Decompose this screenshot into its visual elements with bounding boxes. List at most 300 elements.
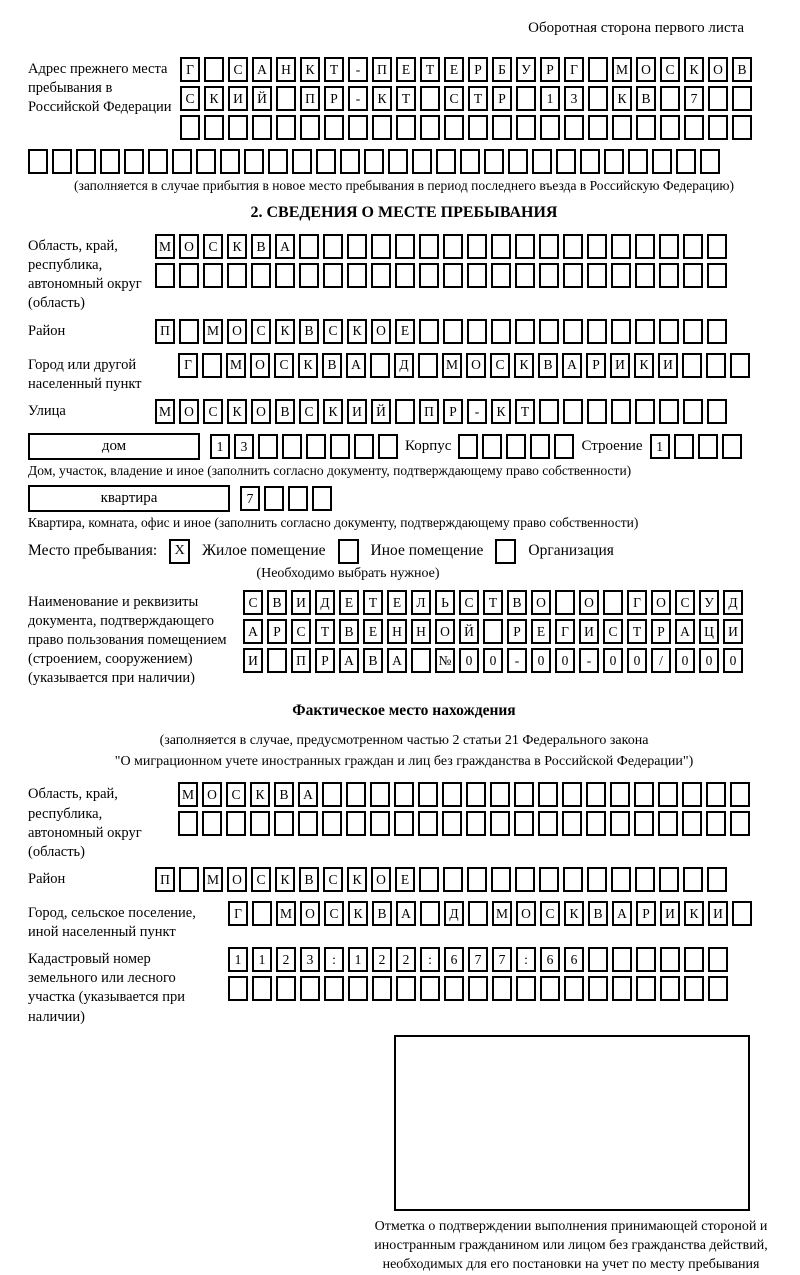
char-cell: К — [227, 399, 247, 424]
char-cell: К — [491, 399, 511, 424]
cadastre-rows — [228, 947, 780, 1027]
char-cell: Г — [564, 57, 584, 82]
char-cell: 6 — [540, 947, 560, 972]
char-cell — [268, 149, 288, 174]
char-cell: К — [227, 234, 247, 259]
char-cell — [659, 867, 679, 892]
char-cell: В — [732, 57, 752, 82]
char-cell: В — [299, 867, 319, 892]
char-cell: И — [660, 901, 680, 926]
char-cell — [371, 234, 391, 259]
char-cell — [611, 319, 631, 344]
char-cell: В — [274, 782, 294, 807]
char-cell: 1 — [228, 947, 248, 972]
char-cell: С — [603, 619, 623, 644]
char-cell — [660, 86, 680, 111]
char-cell: 1 — [210, 434, 230, 459]
char-cell — [442, 782, 462, 807]
char-cell — [282, 434, 302, 459]
char-cell: П — [155, 319, 175, 344]
char-cell — [683, 867, 703, 892]
char-cell — [467, 263, 487, 288]
city-field — [28, 353, 780, 394]
char-cell — [587, 263, 607, 288]
char-cell — [730, 353, 750, 378]
char-cell: В — [636, 86, 656, 111]
char-cell: Г — [180, 57, 200, 82]
char-cell: И — [610, 353, 630, 378]
char-cell — [707, 319, 727, 344]
char-cell — [300, 976, 320, 1001]
char-cell — [683, 319, 703, 344]
char-cell — [635, 234, 655, 259]
char-cell: Р — [507, 619, 527, 644]
char-cell — [684, 976, 704, 1001]
char-cell — [682, 811, 702, 836]
char-cell: М — [492, 901, 512, 926]
char-cell — [419, 319, 439, 344]
char-cell — [659, 234, 679, 259]
char-cell — [274, 811, 294, 836]
char-cell: / — [651, 648, 671, 673]
stay-type-row — [28, 539, 780, 564]
char-cell — [323, 263, 343, 288]
char-cell — [468, 901, 488, 926]
char-cell — [636, 115, 656, 140]
char-cell — [628, 149, 648, 174]
char-cell: Т — [468, 86, 488, 111]
char-cell: И — [708, 901, 728, 926]
char-cell — [730, 782, 750, 807]
char-cell — [587, 399, 607, 424]
char-cell: А — [346, 353, 366, 378]
char-cell — [204, 57, 224, 82]
char-cell — [682, 353, 702, 378]
char-cell: М — [612, 57, 632, 82]
char-cell: Р — [636, 901, 656, 926]
char-cell — [348, 115, 368, 140]
char-cell: С — [228, 57, 248, 82]
char-cell — [612, 115, 632, 140]
char-cell — [706, 353, 726, 378]
char-cell: А — [562, 353, 582, 378]
char-cell — [371, 263, 391, 288]
char-cell: В — [299, 319, 319, 344]
char-cell: Р — [324, 86, 344, 111]
organization-label: Организация — [528, 542, 614, 560]
char-cell: Р — [586, 353, 606, 378]
document-label: Наименование и реквизиты документа, подтверждающего право пользования помещением (строением, сооружением) (указывается при наличии) — [28, 593, 227, 687]
char-cell — [411, 648, 431, 673]
char-cell: № — [435, 648, 455, 673]
apartment-row — [28, 485, 780, 512]
char-cell — [588, 115, 608, 140]
char-cell: О — [227, 867, 247, 892]
char-cell — [252, 115, 272, 140]
char-cell: Т — [315, 619, 335, 644]
char-cell — [514, 782, 534, 807]
char-cell: К — [298, 353, 318, 378]
char-cell — [372, 115, 392, 140]
char-cell: О — [179, 234, 199, 259]
char-cell: И — [579, 619, 599, 644]
char-cell — [659, 319, 679, 344]
char-cell — [563, 234, 583, 259]
char-cell: Е — [363, 619, 383, 644]
char-cell — [683, 234, 703, 259]
char-cell: К — [348, 901, 368, 926]
char-cell — [244, 149, 264, 174]
char-cell — [418, 782, 438, 807]
char-cell: Д — [315, 590, 335, 615]
char-cell — [539, 319, 559, 344]
char-cell — [588, 976, 608, 1001]
char-cell — [516, 86, 536, 111]
char-cell — [700, 149, 720, 174]
char-cell — [707, 867, 727, 892]
char-cell: П — [419, 399, 439, 424]
char-cell: О — [651, 590, 671, 615]
prev-address-row-1 — [180, 57, 780, 82]
char-cell — [708, 115, 728, 140]
char-cell: 7 — [492, 947, 512, 972]
region-label: Область, край, республика, автономный округ (область) — [28, 238, 142, 312]
char-cell — [443, 867, 463, 892]
char-cell — [298, 811, 318, 836]
korpus-cells — [458, 434, 574, 459]
char-cell: А — [243, 619, 263, 644]
char-cell — [276, 115, 296, 140]
char-cell: 6 — [564, 947, 584, 972]
char-cell — [436, 149, 456, 174]
other-premises-checkbox — [338, 539, 359, 564]
char-cell — [458, 434, 478, 459]
char-cell: - — [348, 57, 368, 82]
char-cell — [660, 115, 680, 140]
char-cell — [372, 976, 392, 1001]
fact-note-line-2: "О миграционном учете иностранных граждан и лиц без гражданства в Российской Федерации") — [114, 754, 694, 770]
char-cell: Е — [395, 319, 415, 344]
char-cell: О — [579, 590, 599, 615]
char-cell — [348, 976, 368, 1001]
char-cell — [460, 149, 480, 174]
char-cell — [258, 434, 278, 459]
char-cell — [179, 867, 199, 892]
char-cell — [292, 149, 312, 174]
char-cell: Л — [411, 590, 431, 615]
char-cell — [420, 976, 440, 1001]
char-cell — [466, 782, 486, 807]
char-cell — [180, 115, 200, 140]
char-cell — [588, 57, 608, 82]
city-rows — [178, 353, 780, 394]
char-cell — [564, 976, 584, 1001]
char-cell — [276, 86, 296, 111]
char-cell: О — [516, 901, 536, 926]
char-cell — [76, 149, 96, 174]
char-cell: С — [291, 619, 311, 644]
char-cell: М — [442, 353, 462, 378]
char-cell: 0 — [531, 648, 551, 673]
char-cell — [660, 976, 680, 1001]
stay-type-label: Место пребывания: — [28, 542, 158, 560]
char-cell: В — [251, 234, 271, 259]
char-cell: С — [180, 86, 200, 111]
char-cell — [492, 115, 512, 140]
char-cell — [155, 263, 175, 288]
char-cell: И — [347, 399, 367, 424]
char-cell — [706, 782, 726, 807]
char-cell: Ц — [699, 619, 719, 644]
char-cell — [420, 901, 440, 926]
char-cell — [172, 149, 192, 174]
char-cell — [706, 811, 726, 836]
char-cell — [554, 434, 574, 459]
char-cell — [306, 434, 326, 459]
residential-checkbox: X — [169, 539, 190, 564]
char-cell — [482, 434, 502, 459]
char-cell: С — [540, 901, 560, 926]
char-cell: И — [243, 648, 263, 673]
char-cell: - — [348, 86, 368, 111]
char-cell: К — [564, 901, 584, 926]
char-cell — [346, 782, 366, 807]
char-cell — [330, 434, 350, 459]
char-cell: 3 — [564, 86, 584, 111]
char-cell — [684, 115, 704, 140]
prev-address-rows — [180, 57, 780, 144]
house-caption: Дом, участок, владение и иное (заполнить согласно документу, подтверждающему право собственности) — [28, 462, 632, 478]
fact-location-note — [28, 730, 780, 772]
stamp-caption: Отметка о подтверждении выполнения принимающей стороной и иностранным гражданином или лицом без гражданства действий, необходимых для его постановки на учет по месту пребывания — [374, 1218, 768, 1273]
char-cell — [264, 486, 284, 511]
char-cell: Д — [444, 901, 464, 926]
char-cell: Т — [627, 619, 647, 644]
char-cell: Е — [339, 590, 359, 615]
char-cell: М — [178, 782, 198, 807]
char-cell — [312, 486, 332, 511]
char-cell — [508, 149, 528, 174]
char-cell: И — [723, 619, 743, 644]
city-row-1 — [178, 353, 780, 378]
char-cell — [202, 353, 222, 378]
char-cell: С — [274, 353, 294, 378]
char-cell — [395, 234, 415, 259]
char-cell — [354, 434, 374, 459]
char-cell: В — [538, 353, 558, 378]
document-field — [28, 590, 780, 689]
char-cell: О — [466, 353, 486, 378]
char-cell — [204, 115, 224, 140]
char-cell: К — [204, 86, 224, 111]
char-cell: 2 — [396, 947, 416, 972]
residential-label: Жилое помещение — [202, 542, 326, 560]
fact-note-line-1: (заполняется в случае, предусмотренном частью 2 статьи 21 Федерального закона — [159, 733, 649, 749]
char-cell — [611, 399, 631, 424]
char-cell: Р — [540, 57, 560, 82]
char-cell — [196, 149, 216, 174]
char-cell: С — [203, 234, 223, 259]
char-cell — [610, 782, 630, 807]
char-cell: - — [579, 648, 599, 673]
char-cell: 1 — [540, 86, 560, 111]
char-cell — [708, 947, 728, 972]
char-cell: - — [507, 648, 527, 673]
char-cell: В — [267, 590, 287, 615]
char-cell — [468, 115, 488, 140]
char-cell — [418, 811, 438, 836]
char-cell: М — [155, 234, 175, 259]
char-cell: С — [243, 590, 263, 615]
char-cell — [467, 234, 487, 259]
char-cell — [514, 811, 534, 836]
char-cell — [683, 263, 703, 288]
fact-location-title: Фактическое место нахождения — [292, 702, 516, 720]
char-cell — [530, 434, 550, 459]
fact-city-rows — [228, 901, 780, 942]
street-field — [28, 399, 780, 428]
char-cell: В — [339, 619, 359, 644]
char-cell: Т — [396, 86, 416, 111]
prev-address-caption: (заполняется в случае прибытия в новое место пребывания в период последнего въезда в Российскую Федерацию) — [73, 178, 735, 193]
char-cell — [300, 115, 320, 140]
char-cell — [444, 976, 464, 1001]
char-cell — [370, 782, 390, 807]
char-cell — [538, 782, 558, 807]
char-cell — [636, 976, 656, 1001]
char-cell: Г — [555, 619, 575, 644]
char-cell: Е — [387, 590, 407, 615]
char-cell: О — [435, 619, 455, 644]
char-cell: С — [251, 867, 271, 892]
apartment-number-cells — [240, 486, 332, 511]
char-cell: С — [323, 319, 343, 344]
char-cell — [732, 86, 752, 111]
char-cell: К — [634, 353, 654, 378]
char-cell — [226, 811, 246, 836]
char-cell: 0 — [723, 648, 743, 673]
char-cell — [635, 867, 655, 892]
char-cell: С — [675, 590, 695, 615]
char-cell — [442, 811, 462, 836]
char-cell: С — [203, 399, 223, 424]
char-cell — [299, 263, 319, 288]
char-cell — [636, 947, 656, 972]
char-cell: К — [347, 867, 367, 892]
char-cell: 1 — [348, 947, 368, 972]
char-cell: Г — [627, 590, 647, 615]
char-cell — [516, 115, 536, 140]
fact-region-row-2 — [178, 811, 780, 836]
char-cell: С — [226, 782, 246, 807]
char-cell: Р — [651, 619, 671, 644]
street-rows — [155, 399, 780, 428]
district-field — [28, 319, 780, 348]
char-cell — [563, 399, 583, 424]
char-cell — [660, 947, 680, 972]
char-cell — [220, 149, 240, 174]
char-cell — [202, 811, 222, 836]
char-cell — [515, 263, 535, 288]
char-cell: Т — [515, 399, 535, 424]
char-cell — [538, 811, 558, 836]
char-cell — [370, 353, 390, 378]
char-cell — [722, 434, 742, 459]
char-cell — [418, 353, 438, 378]
char-cell: К — [275, 867, 295, 892]
char-cell — [148, 149, 168, 174]
char-cell — [634, 782, 654, 807]
stamp-area — [394, 1035, 750, 1211]
char-cell — [364, 149, 384, 174]
organization-checkbox — [495, 539, 516, 564]
char-cell: 7 — [468, 947, 488, 972]
char-cell: 0 — [699, 648, 719, 673]
char-cell — [539, 263, 559, 288]
fact-district-label: Район — [28, 870, 66, 887]
char-cell: Д — [723, 590, 743, 615]
char-cell: Н — [276, 57, 296, 82]
char-cell — [515, 234, 535, 259]
char-cell — [658, 782, 678, 807]
char-cell — [484, 149, 504, 174]
char-cell: 3 — [234, 434, 254, 459]
char-cell: 0 — [459, 648, 479, 673]
apartment-caption: Квартира, комната, офис и иное (заполнить согласно документу, подтверждающему право собственности) — [28, 514, 639, 530]
char-cell: М — [203, 319, 223, 344]
char-cell — [604, 149, 624, 174]
char-cell: В — [588, 901, 608, 926]
char-cell: П — [291, 648, 311, 673]
fact-district-row-1 — [155, 867, 780, 892]
char-cell — [28, 149, 48, 174]
char-cell — [515, 319, 535, 344]
char-cell — [586, 811, 606, 836]
char-cell — [580, 149, 600, 174]
document-row-3 — [243, 648, 780, 673]
street-label: Улица — [28, 402, 66, 419]
char-cell: С — [251, 319, 271, 344]
char-cell: К — [323, 399, 343, 424]
char-cell — [659, 399, 679, 424]
char-cell: Н — [387, 619, 407, 644]
prev-address-row-2 — [180, 86, 780, 111]
char-cell — [322, 782, 342, 807]
char-cell — [634, 811, 654, 836]
char-cell — [563, 263, 583, 288]
char-cell: Й — [371, 399, 391, 424]
char-cell — [659, 263, 679, 288]
fact-region-row-1 — [178, 782, 780, 807]
char-cell: К — [300, 57, 320, 82]
char-cell — [227, 263, 247, 288]
char-cell: Г — [178, 353, 198, 378]
fact-region-label: Область, край, республика, автономный округ (область) — [28, 786, 142, 860]
char-cell — [698, 434, 718, 459]
char-cell: К — [250, 782, 270, 807]
char-cell — [443, 263, 463, 288]
char-cell — [251, 263, 271, 288]
char-cell: П — [155, 867, 175, 892]
char-cell: И — [228, 86, 248, 111]
char-cell — [443, 234, 463, 259]
house-type-box: дом — [28, 433, 200, 460]
char-cell: М — [226, 353, 246, 378]
district-rows — [155, 319, 780, 348]
char-cell — [588, 86, 608, 111]
char-cell — [492, 976, 512, 1001]
char-cell — [539, 867, 559, 892]
